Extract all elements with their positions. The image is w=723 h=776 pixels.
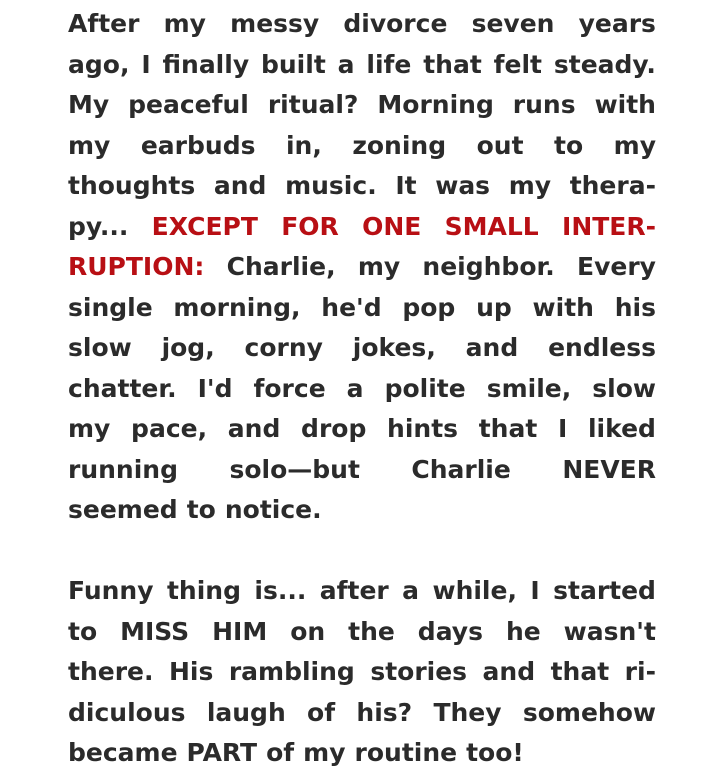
- word: I: [141, 49, 151, 79]
- text-line: [68, 490, 656, 531]
- word: built: [260, 49, 326, 79]
- word: he: [505, 616, 541, 646]
- word: up: [476, 292, 512, 322]
- word: routine: [354, 738, 458, 767]
- word: After: [68, 9, 140, 38]
- word: polite: [384, 373, 466, 403]
- word: started: [553, 576, 656, 605]
- word: while,: [432, 576, 517, 605]
- word: Charlie: [411, 454, 511, 484]
- word: to: [186, 495, 216, 524]
- word: My: [68, 90, 110, 119]
- word: chatter.: [68, 373, 177, 403]
- word: diculous: [68, 697, 186, 727]
- word: solo—but: [229, 454, 360, 484]
- word: I'd: [197, 373, 233, 403]
- paragraph: [68, 571, 656, 774]
- word: PART: [186, 738, 258, 767]
- word: force: [253, 373, 326, 403]
- highlight-word: INTER-: [562, 211, 656, 241]
- word: pop: [402, 292, 456, 322]
- word: that: [478, 414, 538, 443]
- word: hints: [387, 414, 459, 443]
- word: on: [290, 616, 326, 646]
- word: that: [423, 49, 482, 79]
- word: liked: [587, 414, 656, 443]
- word: in,: [285, 130, 322, 160]
- word: too!: [466, 738, 524, 767]
- word: with: [594, 90, 656, 119]
- word: and: [227, 414, 281, 443]
- word: my: [508, 171, 552, 200]
- highlight-word: EXCEPT: [151, 211, 258, 241]
- word: his?: [356, 697, 413, 727]
- word: runs: [512, 90, 576, 119]
- word: NEVER: [562, 454, 656, 484]
- word: earbuds: [140, 130, 256, 160]
- word: divorce: [343, 9, 448, 38]
- word: a: [346, 373, 364, 403]
- word: I: [530, 576, 540, 605]
- word: thing: [166, 576, 241, 605]
- word: jog,: [161, 333, 215, 362]
- word: py...: [68, 211, 129, 241]
- word: he'd: [321, 292, 382, 322]
- word: Every: [577, 252, 656, 281]
- word: drop: [301, 414, 367, 443]
- word: my: [163, 9, 206, 38]
- word: became: [68, 738, 178, 767]
- word: with: [532, 292, 594, 322]
- word: out: [476, 130, 524, 160]
- article-body: [68, 4, 656, 774]
- word: thera-: [569, 171, 656, 200]
- word: of: [307, 697, 336, 727]
- word: ri-: [624, 657, 656, 686]
- word: the: [348, 616, 395, 646]
- word: ritual?: [267, 90, 359, 119]
- word: his: [614, 292, 656, 322]
- text-line: [68, 652, 656, 693]
- word: my: [303, 738, 346, 767]
- text-line: [68, 328, 656, 369]
- word: single: [68, 292, 153, 322]
- word: HIM: [212, 616, 268, 646]
- word: pace,: [131, 414, 208, 443]
- word: music.: [285, 171, 377, 200]
- word: endless: [548, 333, 656, 362]
- word: was: [435, 171, 491, 200]
- word: to: [554, 130, 584, 160]
- highlight-word: FOR: [281, 211, 339, 241]
- paragraph-gap: [68, 531, 656, 572]
- word: after: [319, 576, 389, 605]
- word: life: [366, 49, 412, 79]
- text-line: [68, 571, 656, 612]
- word: and: [482, 657, 536, 686]
- word: days: [417, 616, 483, 646]
- word: felt: [493, 49, 543, 79]
- paragraph: [68, 4, 656, 531]
- word: that: [550, 657, 610, 686]
- word: my: [68, 130, 111, 160]
- text-line: [68, 693, 656, 734]
- text-line: [68, 288, 656, 329]
- text-line: [68, 733, 656, 774]
- word: corny: [244, 333, 323, 362]
- text-line: [68, 612, 656, 653]
- word: neighbor.: [422, 252, 555, 281]
- word: my: [68, 414, 111, 443]
- word: and: [213, 171, 267, 200]
- word: morning,: [173, 292, 301, 322]
- text-line: [68, 409, 656, 450]
- word: Morning: [377, 90, 494, 119]
- word: rambling: [228, 657, 355, 686]
- word: messy: [230, 9, 320, 38]
- word: a: [402, 576, 420, 605]
- word: notice.: [224, 495, 322, 524]
- word: wasn't: [563, 616, 656, 646]
- word: I: [557, 414, 568, 443]
- word: somehow: [522, 697, 656, 727]
- word: stories: [370, 657, 468, 686]
- word: is...: [254, 576, 307, 605]
- word: Charlie,: [226, 252, 336, 281]
- word: steady.: [553, 49, 656, 79]
- word: MISS: [120, 616, 190, 646]
- word: to: [68, 616, 98, 646]
- word: zoning: [352, 130, 447, 160]
- text-line: [68, 247, 656, 288]
- word: my: [613, 130, 656, 160]
- word: and: [465, 333, 519, 362]
- text-line: [68, 369, 656, 410]
- word: It: [395, 171, 417, 200]
- text-line: [68, 85, 656, 126]
- word: jokes,: [352, 333, 436, 362]
- word: there.: [68, 657, 154, 686]
- word: His: [168, 657, 214, 686]
- word: thoughts: [68, 171, 196, 200]
- word: finally: [162, 49, 250, 79]
- text-line: [68, 207, 656, 248]
- word: Funny: [68, 576, 154, 605]
- highlight-word: ONE: [362, 211, 422, 241]
- text-line: [68, 45, 656, 86]
- word: peaceful: [128, 90, 249, 119]
- highlight-word: SMALL: [444, 211, 539, 241]
- word: a: [337, 49, 355, 79]
- word: years: [578, 9, 656, 38]
- text-line: [68, 4, 656, 45]
- text-line: [68, 450, 656, 491]
- word: running: [68, 454, 178, 484]
- highlight-word: RUPTION:: [68, 252, 205, 281]
- word: They: [433, 697, 502, 727]
- word: seemed: [68, 495, 178, 524]
- text-line: [68, 166, 656, 207]
- word: smile,: [486, 373, 572, 403]
- word: slow: [68, 333, 132, 362]
- word: my: [357, 252, 401, 281]
- word: ago,: [68, 49, 130, 79]
- word: seven: [471, 9, 555, 38]
- text-line: [68, 126, 656, 167]
- word: slow: [592, 373, 656, 403]
- word: laugh: [206, 697, 286, 727]
- word: of: [266, 738, 295, 767]
